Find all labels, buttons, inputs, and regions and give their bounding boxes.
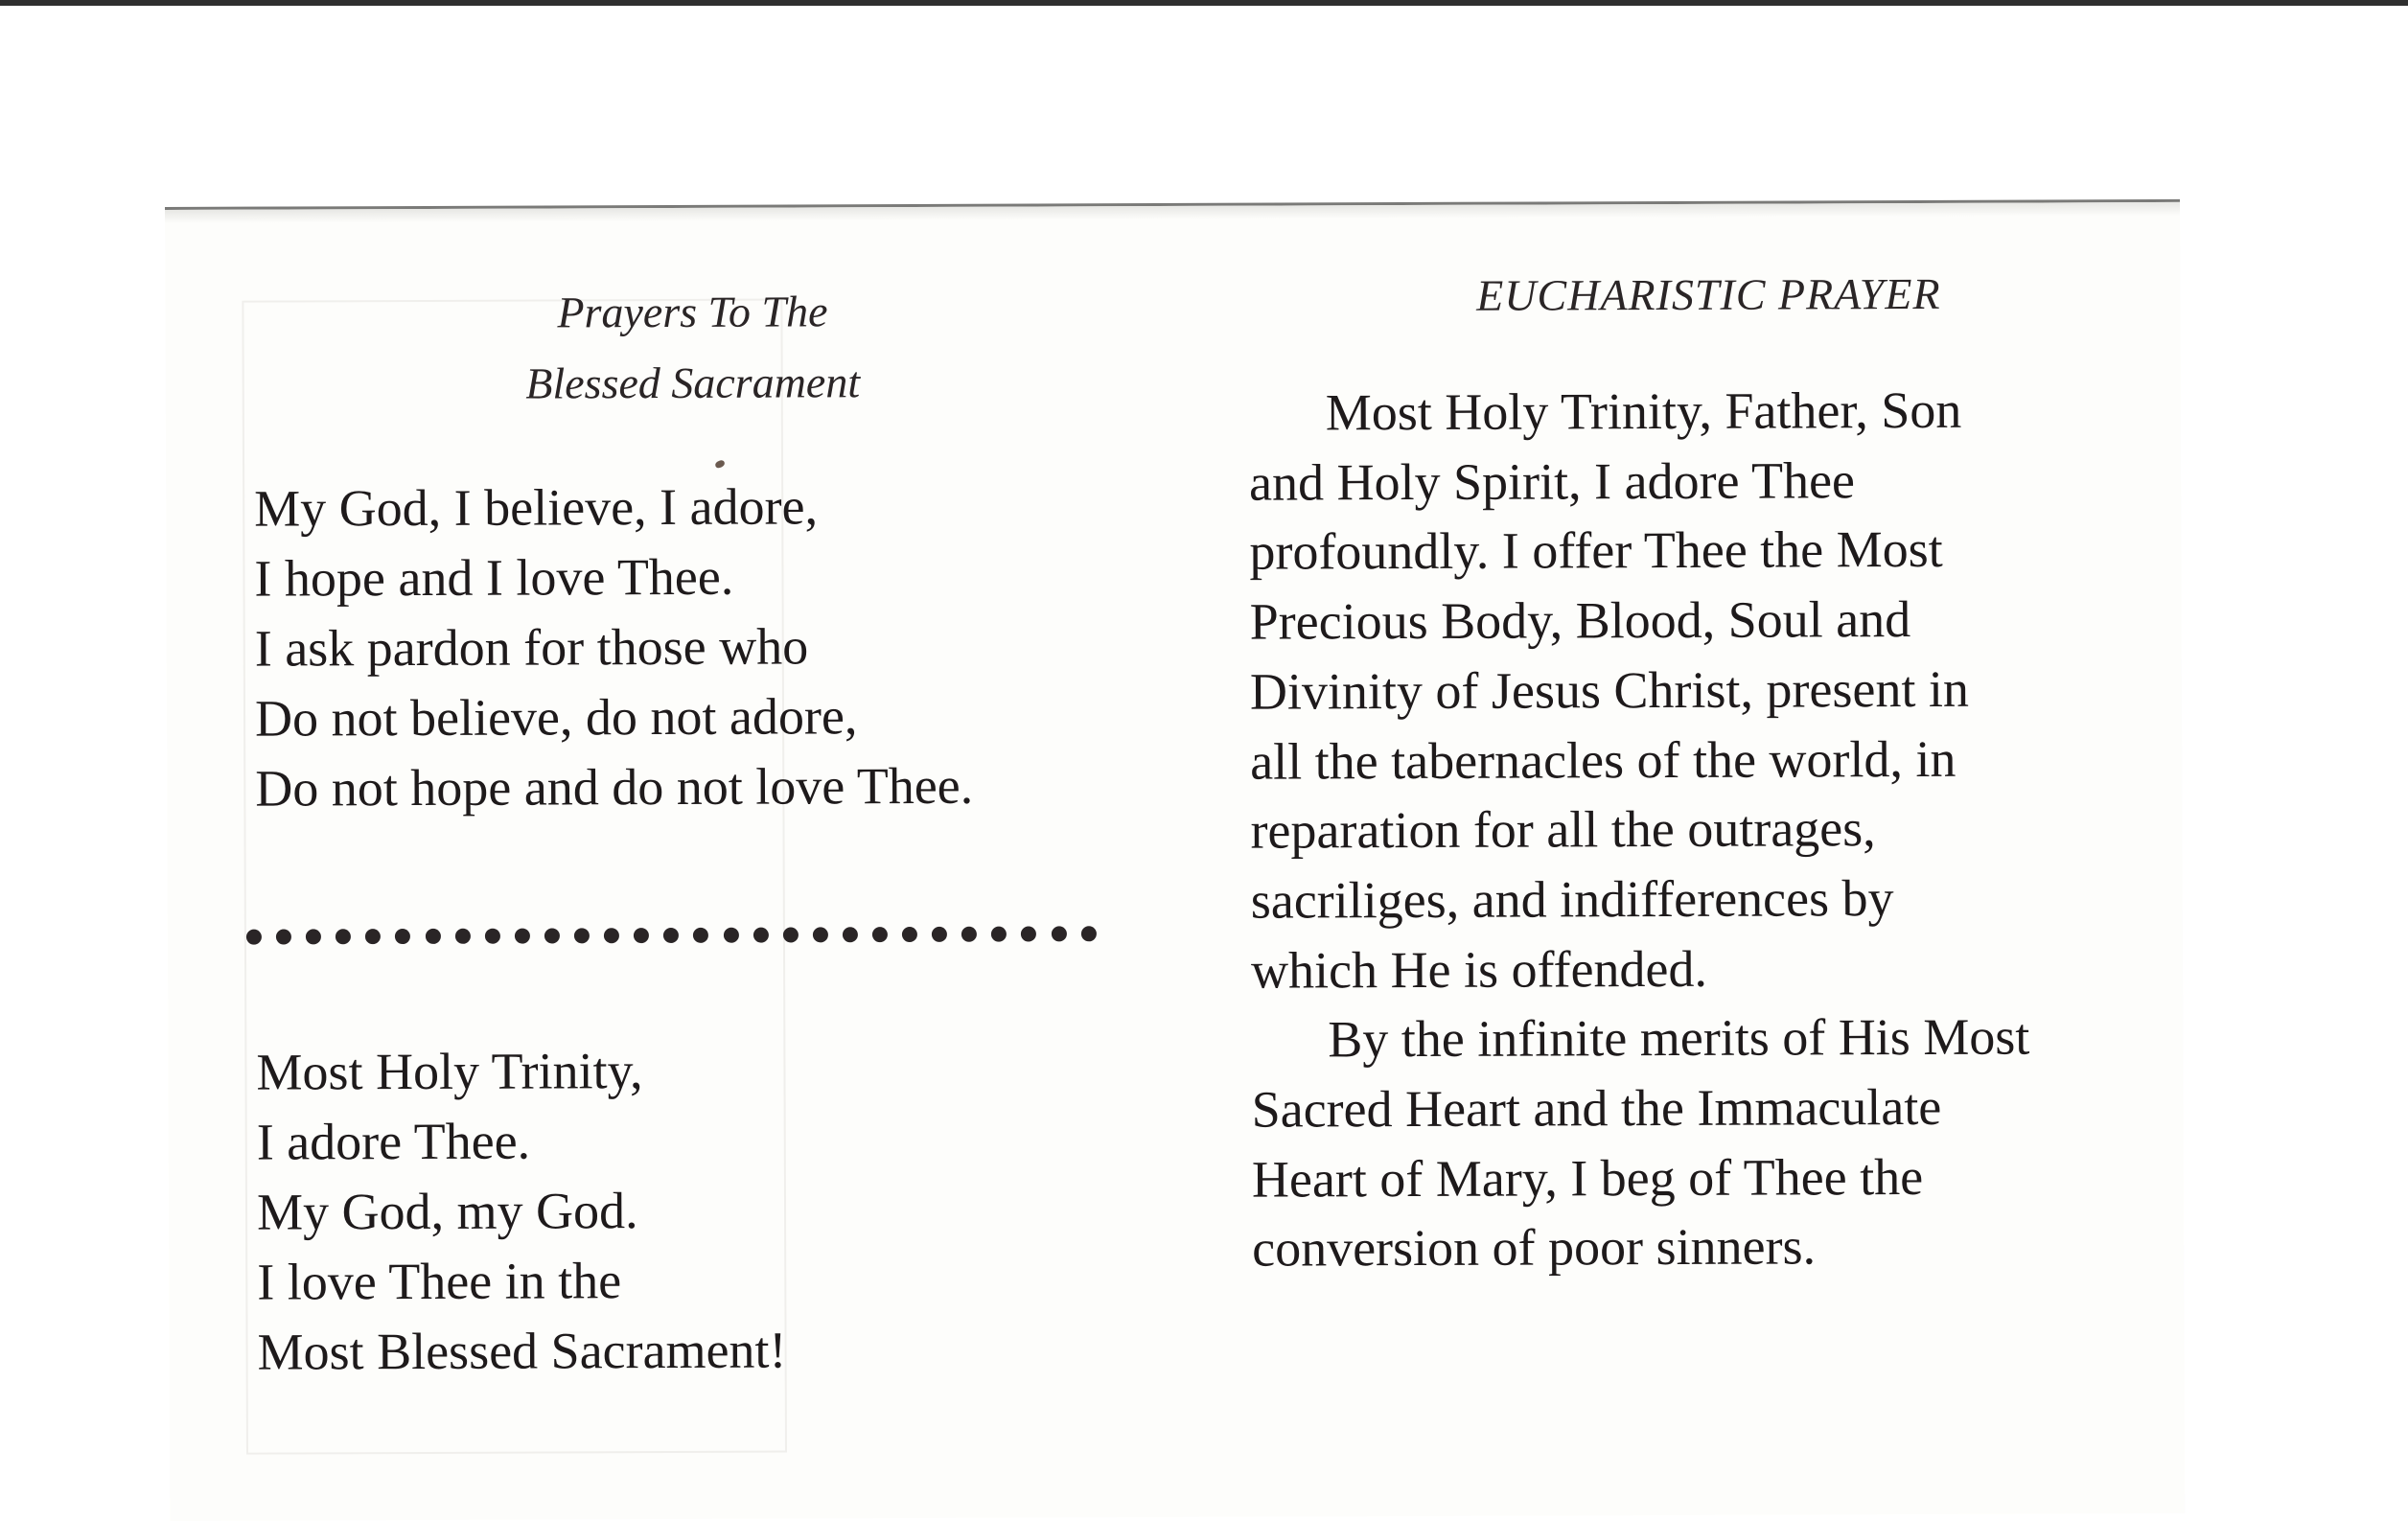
divider-dot (902, 927, 917, 942)
prose-line: profoundly. I offer Thee the Most (1249, 520, 1943, 582)
left-heading-line-1: Prayers To The (557, 287, 828, 337)
prose-line: which He is offended. (1250, 939, 1708, 1000)
prayer-line: I love Thee in the (257, 1252, 622, 1311)
scanner-edge (0, 0, 2408, 6)
left-heading-line-2: Blessed Sacrament (525, 357, 861, 408)
prose-line: Heart of Mary, I beg of Thee the (1251, 1147, 1924, 1209)
divider-dot (872, 927, 888, 942)
divider-dot (425, 929, 440, 944)
divider-dot (485, 929, 500, 944)
divider-dot (246, 930, 262, 945)
divider-dot (932, 927, 947, 942)
prayer-most-holy-trinity (256, 1036, 786, 1388)
prose-line: and Holy Spirit, I adore Thee (1248, 450, 1856, 512)
right-page-heading: EUCHARISTIC PRAYER (1476, 268, 1941, 320)
prose-line: Divinity of Jesus Christ, present in (1249, 659, 1970, 721)
divider-dot (604, 928, 619, 943)
divider-dot (723, 928, 738, 943)
prose-line: sacriliges, and indifferences by (1250, 869, 1894, 930)
prose-line: Precious Body, Blood, Soul and (1249, 590, 1911, 651)
divider-dot (455, 929, 471, 944)
divider-dot (544, 928, 560, 943)
prose-line: reparation for all the outrages, (1250, 799, 1876, 860)
divider-dot (276, 929, 291, 944)
prose-line: Sacred Heart and the Immaculate (1251, 1077, 1942, 1139)
prayer-line: Most Blessed Sacrament! (257, 1321, 787, 1381)
divider-dot (991, 927, 1007, 942)
dotted-divider (246, 920, 1109, 950)
divider-dot (1021, 927, 1036, 942)
prose-line: Most Holy Trinity, Father, Son (1325, 380, 1962, 442)
prose-line: conversion of poor sinners. (1252, 1217, 1817, 1279)
divider-dot (574, 928, 590, 943)
divider-dot (843, 927, 858, 942)
divider-dot (783, 927, 799, 942)
prayer-line: Most Holy Trinity, (256, 1042, 643, 1101)
divider-dot (693, 928, 708, 943)
prayer-line: My God, I believe, I adore, (254, 477, 819, 538)
divider-dot (752, 928, 768, 943)
prayer-card (165, 199, 2185, 1521)
divider-dot (515, 929, 530, 944)
prayer-line: Do not believe, do not adore, (254, 687, 858, 748)
divider-dot (1051, 926, 1066, 941)
card-edge-shadow (165, 202, 2180, 223)
divider-dot (365, 929, 381, 944)
prayer-line: I adore Thee. (256, 1112, 531, 1171)
divider-dot (813, 927, 828, 942)
prayer-line: Do not hope and do not love Thee. (255, 756, 974, 818)
divider-dot (306, 929, 321, 944)
left-page-heading (491, 276, 894, 420)
prose-line: all the tabernacles of the world, in (1250, 729, 1956, 791)
divider-dot (336, 929, 351, 944)
divider-dot (634, 928, 649, 943)
prayer-line: My God, my God. (256, 1182, 638, 1241)
prayer-my-god (254, 472, 973, 824)
divider-dot (1081, 926, 1097, 941)
divider-dot (961, 927, 977, 942)
divider-dot (395, 929, 410, 944)
divider-dot (663, 928, 679, 943)
prayer-line: I ask pardon for those who (254, 617, 809, 678)
prose-line: By the infinite merits of His Most (1328, 1007, 2030, 1069)
eucharistic-prayer-text (1249, 375, 2173, 1284)
prayer-line: I hope and I love Thee. (254, 547, 734, 608)
